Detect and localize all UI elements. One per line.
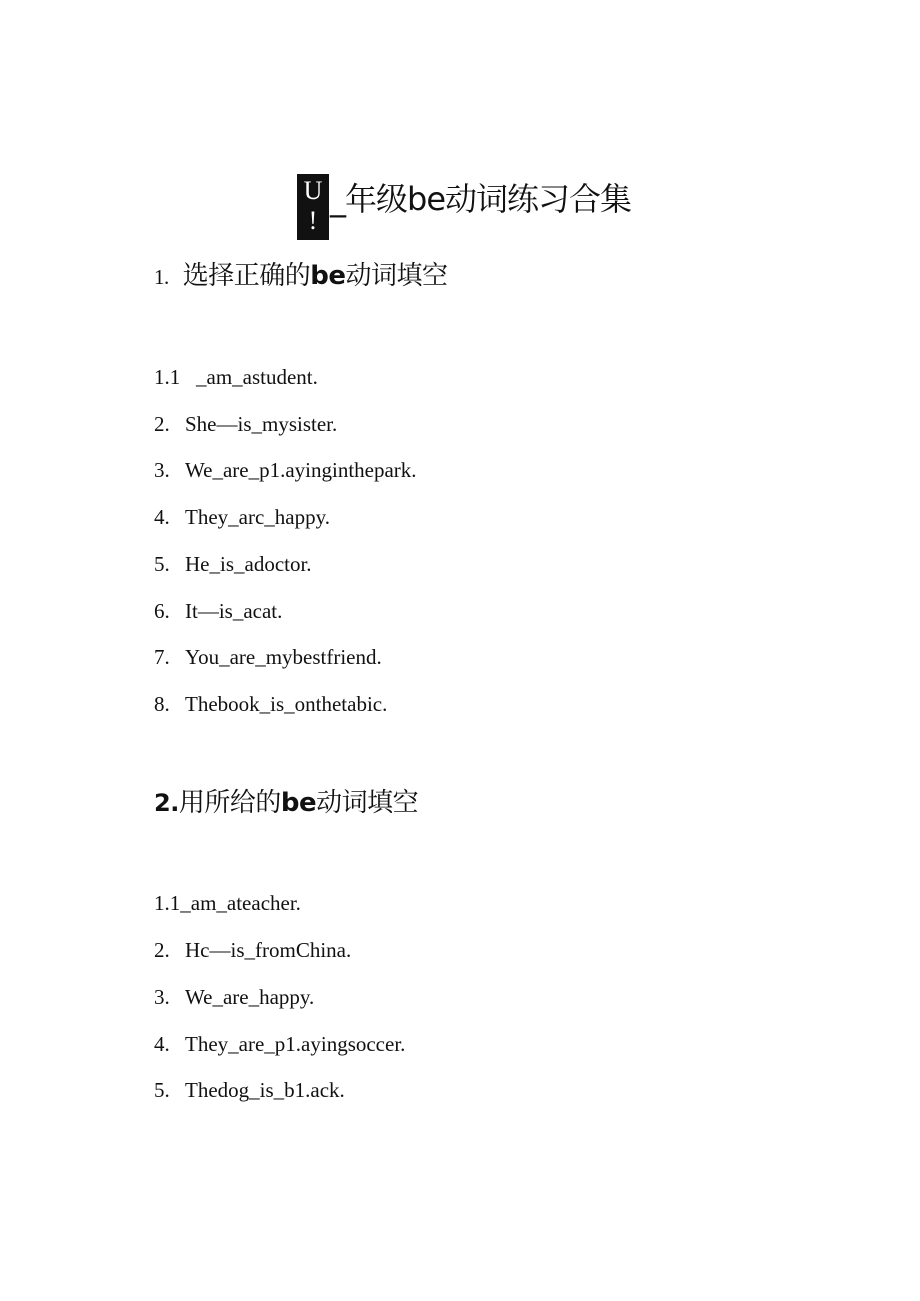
section-1-item-6 (154, 597, 282, 625)
section-1-item-3 (154, 456, 417, 484)
item-text: Thebook_is_onthetabic. (185, 692, 388, 716)
section-2-item-2 (154, 936, 351, 964)
item-number: 5. (154, 1078, 170, 1102)
item-text: Thedog_is_b1.ack. (185, 1078, 345, 1102)
section-2-heading-post: 动词填空 (316, 788, 419, 818)
item-number: 7. (154, 645, 170, 669)
title-stamp-bottom: ! (308, 206, 318, 235)
item-number: 2. (154, 938, 170, 962)
section-2-item-3 (154, 983, 314, 1011)
item-number: 2. (154, 412, 170, 436)
section-2-heading (154, 785, 418, 821)
item-number: 1.1 (154, 891, 181, 915)
item-text: You_are_mybestfriend. (185, 645, 382, 669)
section-1-heading-post: 动词填空 (345, 261, 448, 291)
item-text: We_are_happy. (185, 985, 315, 1009)
item-number: 6. (154, 599, 170, 623)
item-number: 3. (154, 458, 170, 482)
section-1-item-8 (154, 690, 387, 718)
item-number: 4. (154, 505, 170, 529)
title-stamp-top: U (303, 176, 323, 205)
section-1-heading-pre: 选择正确的 (182, 261, 311, 291)
item-text: Hc—is_fromChina. (185, 938, 352, 962)
item-text: She—is_mysister. (185, 412, 338, 436)
section-1-item-5 (154, 550, 312, 578)
item-text: We_are_p1.ayinginthepark. (185, 458, 417, 482)
section-1-item-2 (154, 410, 337, 438)
section-2-number: 2. (154, 789, 179, 817)
title-text: _年级be动词练习合集 (330, 180, 632, 218)
item-number: 1.1 (154, 365, 181, 389)
section-2-item-4 (154, 1030, 405, 1058)
item-text: They_are_p1.ayingsoccer. (185, 1032, 406, 1056)
item-text: He_is_adoctor. (185, 552, 312, 576)
item-number: 3. (154, 985, 170, 1009)
section-1-heading-be: be (310, 261, 346, 291)
title-stamp (297, 174, 329, 240)
item-number: 4. (154, 1032, 170, 1056)
item-text: They_arc_happy. (185, 505, 330, 529)
item-number: 5. (154, 552, 170, 576)
item-number: 8. (154, 692, 170, 716)
section-1-item-1 (154, 363, 318, 391)
item-text: It—is_acat. (185, 599, 283, 623)
section-1-number: 1. (154, 265, 169, 289)
section-2-heading-pre: 用所给的 (178, 788, 281, 818)
section-1-item-4 (154, 503, 330, 531)
page-title (297, 174, 631, 240)
section-2-item-1 (154, 889, 301, 917)
section-1-item-7 (154, 643, 382, 671)
item-text: _am_astudent. (196, 365, 318, 389)
item-text: _am_ateacher. (180, 891, 301, 915)
section-1-heading (154, 258, 448, 295)
section-2-heading-be: be (280, 788, 317, 818)
section-2-item-5 (154, 1076, 345, 1104)
